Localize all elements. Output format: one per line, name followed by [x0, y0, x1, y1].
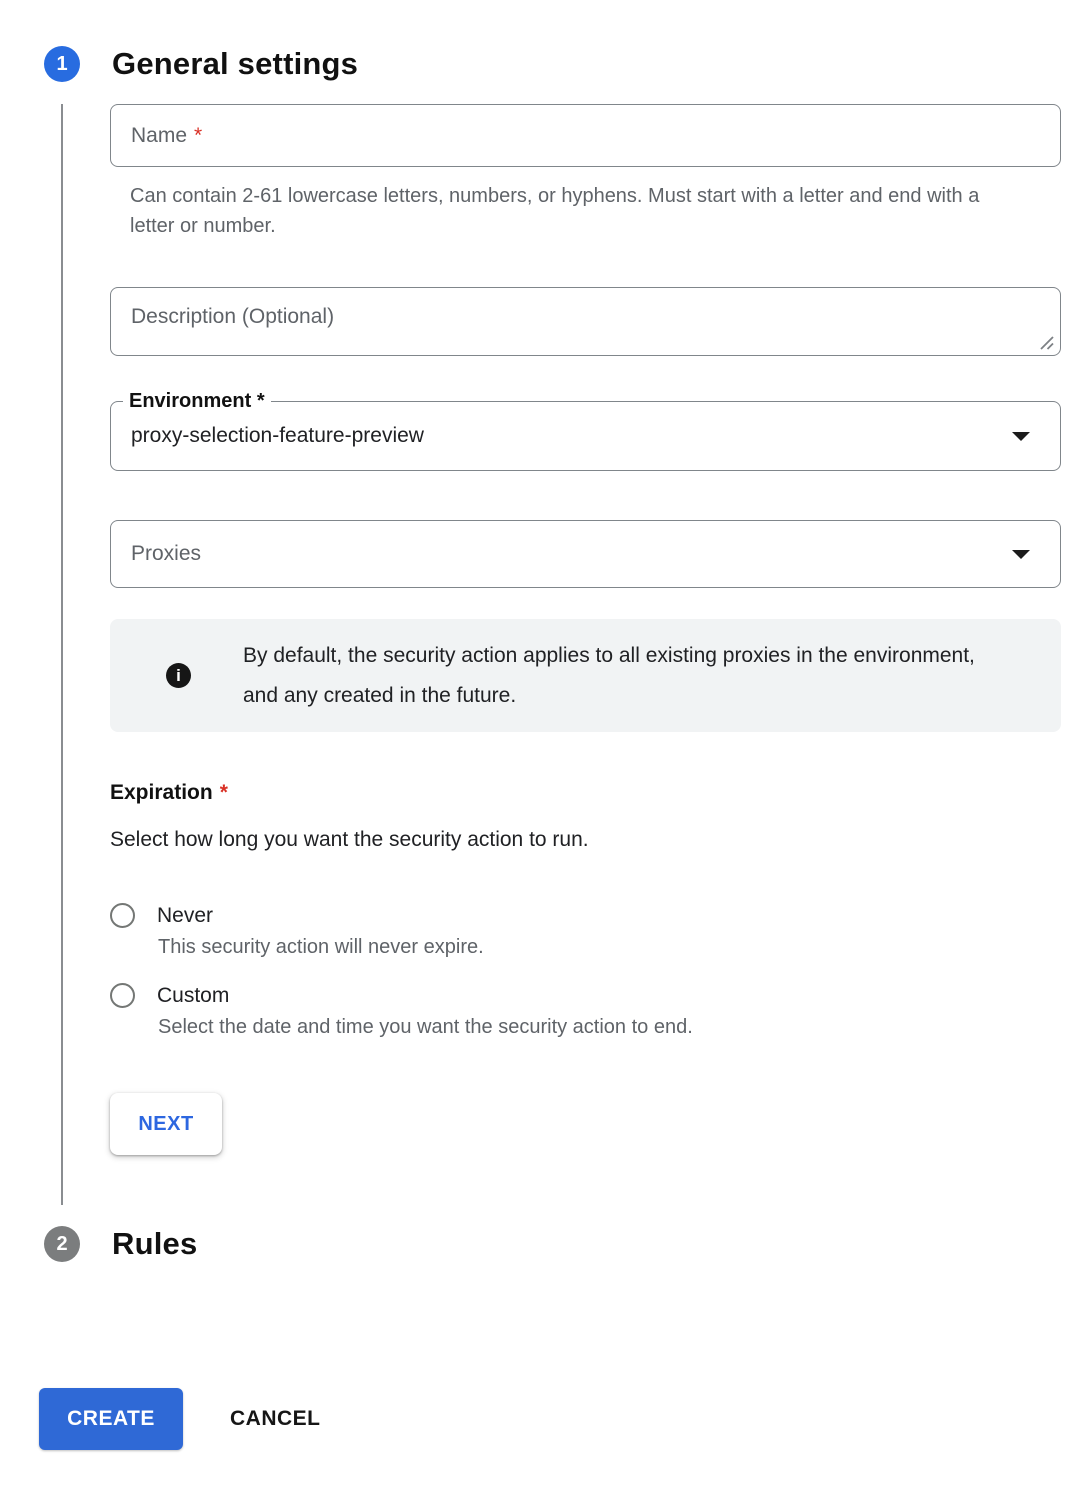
environment-required-asterisk: *: [256, 390, 265, 412]
custom-option-label: Custom: [157, 983, 230, 1007]
step2-number-badge: 2: [44, 1226, 80, 1262]
form-actions: [39, 1388, 1084, 1450]
proxies-placeholder: Proxies: [131, 542, 202, 565]
never-option-label: Never: [157, 903, 214, 927]
environment-selected-value: proxy-selection-feature-preview: [131, 424, 424, 447]
proxies-select[interactable]: [110, 520, 1061, 588]
step1-content: [61, 104, 1084, 1205]
name-helper-text: Can contain 2-61 lowercase letters, numbers, or hyphens. Must start with a letter and end with a letter or number.: [130, 185, 980, 237]
proxies-info-banner: [110, 619, 1061, 732]
step2-title: Rules: [112, 1226, 198, 1261]
create-button[interactable]: CREATE: [39, 1388, 183, 1450]
step1-title: General settings: [112, 46, 359, 81]
info-icon: i: [166, 663, 191, 688]
info-banner-text: By default, the security action applies to all existing proxies in the environment, and any created in the future.: [243, 643, 975, 707]
chevron-down-icon: [1012, 550, 1030, 559]
name-placeholder: Name: [131, 123, 188, 147]
expiration-option-never[interactable]: [110, 903, 1084, 928]
environment-select[interactable]: [110, 390, 1061, 471]
custom-option-helper: Select the date and time you want the security action to end.: [158, 1016, 693, 1038]
step1-header[interactable]: [44, 0, 1084, 82]
resize-handle-icon[interactable]: [1038, 334, 1055, 351]
expiration-intro-text: Select how long you want the security action to run.: [110, 828, 589, 851]
expiration-required-asterisk: *: [219, 781, 228, 804]
description-placeholder: Description (Optional): [131, 305, 335, 328]
name-required-asterisk: *: [194, 123, 203, 147]
next-button[interactable]: NEXT: [110, 1093, 222, 1155]
radio-button-never[interactable]: [110, 903, 135, 928]
expiration-label: Expiration *: [110, 781, 228, 804]
radio-button-custom[interactable]: [110, 983, 135, 1008]
name-field[interactable]: [110, 104, 1061, 167]
never-option-helper: This security action will never expire.: [158, 936, 484, 958]
expiration-option-custom[interactable]: [110, 983, 1084, 1008]
step1-number-badge: 1: [44, 46, 80, 82]
environment-label: Environment *: [123, 389, 271, 413]
chevron-down-icon: [1012, 432, 1030, 441]
step2-header[interactable]: [44, 1226, 1084, 1262]
description-field[interactable]: [110, 287, 1061, 356]
cancel-button[interactable]: CANCEL: [230, 1407, 321, 1430]
